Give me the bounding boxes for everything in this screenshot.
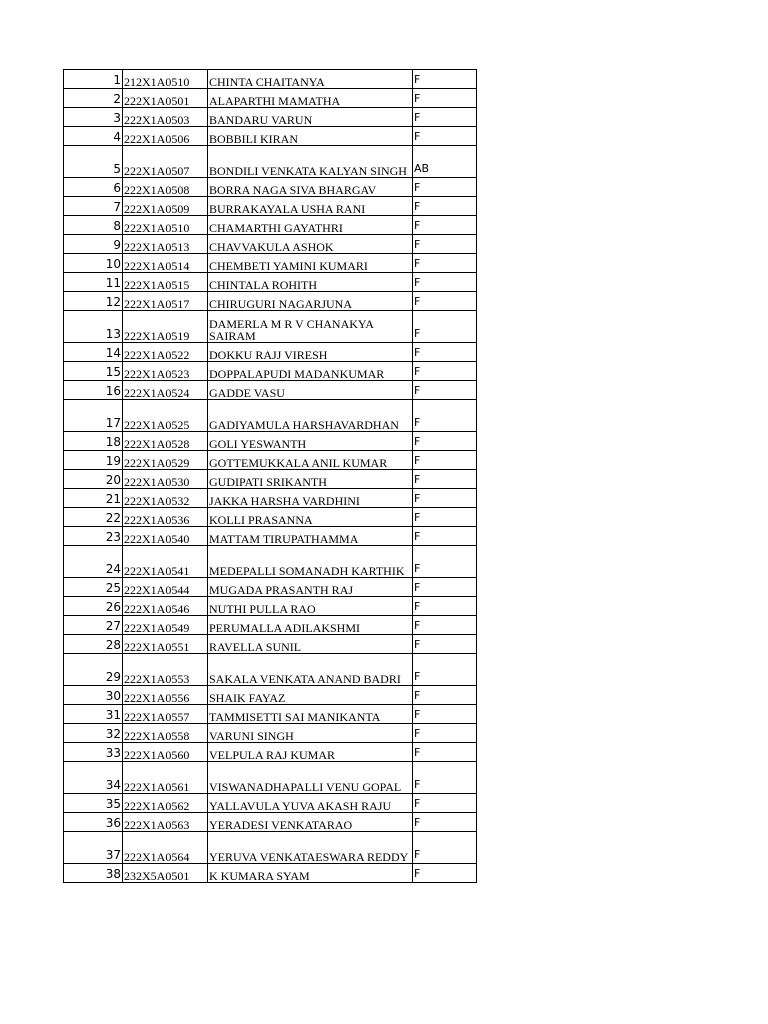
table-row (64, 527, 477, 546)
table-row (64, 578, 477, 597)
student-name-cell: YALLAVULA YUVA AKASH RAJU (208, 794, 413, 813)
roll-number-cell: 222X1A0540 (123, 527, 208, 546)
table-row (64, 832, 477, 864)
table-row (64, 616, 477, 635)
serial-number-cell: 21 (64, 489, 123, 508)
student-name-cell: SAKALA VENKATA ANAND BADRI (208, 654, 413, 686)
roll-number-cell: 222X1A0517 (123, 292, 208, 311)
roll-number-cell: 222X1A0501 (123, 89, 208, 108)
roll-number-cell: 222X1A0549 (123, 616, 208, 635)
result-cell: F (413, 197, 477, 216)
serial-number-cell: 2 (64, 89, 123, 108)
result-cell: F (413, 451, 477, 470)
table-row (64, 235, 477, 254)
result-cell: F (413, 489, 477, 508)
serial-number-cell: 38 (64, 864, 123, 883)
table-row (64, 292, 477, 311)
result-cell: F (413, 794, 477, 813)
result-cell: F (413, 108, 477, 127)
roll-number-cell: 222X1A0523 (123, 362, 208, 381)
serial-number-cell: 27 (64, 616, 123, 635)
student-name-cell: CHAVVAKULA ASHOK (208, 235, 413, 254)
table-row (64, 70, 477, 89)
table-row (64, 489, 477, 508)
result-cell: F (413, 578, 477, 597)
roll-number-cell: 222X1A0503 (123, 108, 208, 127)
table-row (64, 146, 477, 178)
serial-number-cell: 3 (64, 108, 123, 127)
table-row (64, 400, 477, 432)
student-name-cell: DAMERLA M R V CHANAKYA SAIRAM (208, 311, 413, 343)
serial-number-cell: 25 (64, 578, 123, 597)
result-cell: F (413, 292, 477, 311)
result-cell: F (413, 813, 477, 832)
table-row (64, 178, 477, 197)
table-row (64, 654, 477, 686)
result-cell: F (413, 470, 477, 489)
serial-number-cell: 16 (64, 381, 123, 400)
result-cell: F (413, 254, 477, 273)
table-row (64, 451, 477, 470)
result-cell: F (413, 597, 477, 616)
student-name-cell: CHEMBETI YAMINI KUMARI (208, 254, 413, 273)
result-cell: F (413, 635, 477, 654)
student-name-cell: DOKKU RAJJ VIRESH (208, 343, 413, 362)
result-cell: F (413, 178, 477, 197)
table-row (64, 381, 477, 400)
student-name-cell: BORRA NAGA SIVA BHARGAV (208, 178, 413, 197)
student-name-cell: NUTHI PULLA RAO (208, 597, 413, 616)
results-table (63, 69, 477, 883)
result-cell: F (413, 616, 477, 635)
student-name-cell: KOLLI PRASANNA (208, 508, 413, 527)
student-name-cell: MEDEPALLI SOMANADH KARTHIK (208, 546, 413, 578)
table-row (64, 108, 477, 127)
table-row (64, 197, 477, 216)
roll-number-cell: 222X1A0553 (123, 654, 208, 686)
result-cell: F (413, 832, 477, 864)
student-name-cell: GOTTEMUKKALA ANIL KUMAR (208, 451, 413, 470)
serial-number-cell: 15 (64, 362, 123, 381)
student-name-cell: K KUMARA SYAM (208, 864, 413, 883)
student-name-cell: VELPULA RAJ KUMAR (208, 743, 413, 762)
table-row (64, 705, 477, 724)
roll-number-cell: 222X1A0564 (123, 832, 208, 864)
result-cell: F (413, 400, 477, 432)
serial-number-cell: 10 (64, 254, 123, 273)
student-name-cell: CHINTALA ROHITH (208, 273, 413, 292)
roll-number-cell: 222X1A0522 (123, 343, 208, 362)
serial-number-cell: 9 (64, 235, 123, 254)
table-row (64, 432, 477, 451)
student-name-cell: CHIRUGURI NAGARJUNA (208, 292, 413, 311)
serial-number-cell: 7 (64, 197, 123, 216)
roll-number-cell: 222X1A0529 (123, 451, 208, 470)
table-row (64, 216, 477, 235)
result-cell: F (413, 743, 477, 762)
roll-number-cell: 212X1A0510 (123, 70, 208, 89)
roll-number-cell: 222X1A0510 (123, 216, 208, 235)
result-cell: F (413, 127, 477, 146)
serial-number-cell: 35 (64, 794, 123, 813)
student-name-cell: YERADESI VENKATARAO (208, 813, 413, 832)
student-name-cell: YERUVA VENKATAESWARA REDDY (208, 832, 413, 864)
serial-number-cell: 8 (64, 216, 123, 235)
results-table-body (64, 70, 477, 883)
student-name-cell: VISWANADHAPALLI VENU GOPAL (208, 762, 413, 794)
serial-number-cell: 19 (64, 451, 123, 470)
student-name-cell: BOBBILI KIRAN (208, 127, 413, 146)
roll-number-cell: 222X1A0536 (123, 508, 208, 527)
roll-number-cell: 222X1A0509 (123, 197, 208, 216)
result-cell: F (413, 546, 477, 578)
table-row (64, 762, 477, 794)
student-name-cell: DOPPALAPUDI MADANKUMAR (208, 362, 413, 381)
result-cell: F (413, 216, 477, 235)
serial-number-cell: 18 (64, 432, 123, 451)
student-name-cell: GADIYAMULA HARSHAVARDHAN (208, 400, 413, 432)
roll-number-cell: 222X1A0528 (123, 432, 208, 451)
result-cell: AB (413, 146, 477, 178)
roll-number-cell: 222X1A0557 (123, 705, 208, 724)
result-cell: F (413, 508, 477, 527)
roll-number-cell: 222X1A0563 (123, 813, 208, 832)
table-row (64, 864, 477, 883)
serial-number-cell: 34 (64, 762, 123, 794)
student-name-cell: GADDE VASU (208, 381, 413, 400)
serial-number-cell: 29 (64, 654, 123, 686)
serial-number-cell: 14 (64, 343, 123, 362)
table-row (64, 743, 477, 762)
table-row (64, 254, 477, 273)
table-row (64, 597, 477, 616)
table-row (64, 89, 477, 108)
serial-number-cell: 1 (64, 70, 123, 89)
table-row (64, 362, 477, 381)
serial-number-cell: 28 (64, 635, 123, 654)
roll-number-cell: 222X1A0560 (123, 743, 208, 762)
serial-number-cell: 30 (64, 686, 123, 705)
serial-number-cell: 24 (64, 546, 123, 578)
roll-number-cell: 222X1A0561 (123, 762, 208, 794)
student-name-cell: ALAPARTHI MAMATHA (208, 89, 413, 108)
student-name-cell: JAKKA HARSHA VARDHINI (208, 489, 413, 508)
roll-number-cell: 222X1A0506 (123, 127, 208, 146)
roll-number-cell: 222X1A0551 (123, 635, 208, 654)
serial-number-cell: 26 (64, 597, 123, 616)
table-row (64, 794, 477, 813)
result-cell: F (413, 343, 477, 362)
student-name-cell: MUGADA PRASANTH RAJ (208, 578, 413, 597)
serial-number-cell: 32 (64, 724, 123, 743)
table-row (64, 470, 477, 489)
result-cell: F (413, 70, 477, 89)
roll-number-cell: 222X1A0519 (123, 311, 208, 343)
result-cell: F (413, 762, 477, 794)
result-cell: F (413, 686, 477, 705)
roll-number-cell: 222X1A0530 (123, 470, 208, 489)
result-cell: F (413, 381, 477, 400)
roll-number-cell: 222X1A0513 (123, 235, 208, 254)
result-cell: F (413, 273, 477, 292)
student-name-cell: CHAMARTHI GAYATHRI (208, 216, 413, 235)
student-name-cell: TAMMISETTI SAI MANIKANTA (208, 705, 413, 724)
serial-number-cell: 37 (64, 832, 123, 864)
result-cell: F (413, 654, 477, 686)
roll-number-cell: 222X1A0532 (123, 489, 208, 508)
student-name-cell: SHAIK FAYAZ (208, 686, 413, 705)
result-cell: F (413, 864, 477, 883)
serial-number-cell: 12 (64, 292, 123, 311)
result-cell: F (413, 311, 477, 343)
student-name-cell: MATTAM TIRUPATHAMMA (208, 527, 413, 546)
roll-number-cell: 222X1A0525 (123, 400, 208, 432)
student-name-cell: PERUMALLA ADILAKSHMI (208, 616, 413, 635)
student-name-cell: RAVELLA SUNIL (208, 635, 413, 654)
roll-number-cell: 222X1A0546 (123, 597, 208, 616)
result-cell: F (413, 705, 477, 724)
table-row (64, 343, 477, 362)
serial-number-cell: 5 (64, 146, 123, 178)
roll-number-cell: 222X1A0514 (123, 254, 208, 273)
serial-number-cell: 20 (64, 470, 123, 489)
serial-number-cell: 11 (64, 273, 123, 292)
roll-number-cell: 222X1A0507 (123, 146, 208, 178)
serial-number-cell: 13 (64, 311, 123, 343)
table-row (64, 273, 477, 292)
roll-number-cell: 222X1A0524 (123, 381, 208, 400)
table-row (64, 546, 477, 578)
result-cell: F (413, 235, 477, 254)
roll-number-cell: 222X1A0515 (123, 273, 208, 292)
roll-number-cell: 222X1A0544 (123, 578, 208, 597)
serial-number-cell: 23 (64, 527, 123, 546)
result-cell: F (413, 362, 477, 381)
student-name-cell: CHINTA CHAITANYA (208, 70, 413, 89)
student-name-cell: GOLI YESWANTH (208, 432, 413, 451)
student-name-cell: BANDARU VARUN (208, 108, 413, 127)
roll-number-cell: 222X1A0558 (123, 724, 208, 743)
student-name-cell: VARUNI SINGH (208, 724, 413, 743)
table-row (64, 686, 477, 705)
serial-number-cell: 22 (64, 508, 123, 527)
result-cell: F (413, 432, 477, 451)
roll-number-cell: 222X1A0556 (123, 686, 208, 705)
table-row (64, 508, 477, 527)
table-row (64, 813, 477, 832)
student-name-cell: BURRAKAYALA USHA RANI (208, 197, 413, 216)
result-cell: F (413, 724, 477, 743)
table-row (64, 311, 477, 343)
serial-number-cell: 6 (64, 178, 123, 197)
result-cell: F (413, 527, 477, 546)
roll-number-cell: 222X1A0562 (123, 794, 208, 813)
serial-number-cell: 36 (64, 813, 123, 832)
student-name-cell: BONDILI VENKATA KALYAN SINGH (208, 146, 413, 178)
serial-number-cell: 17 (64, 400, 123, 432)
student-name-cell: GUDIPATI SRIKANTH (208, 470, 413, 489)
table-row (64, 724, 477, 743)
table-row (64, 127, 477, 146)
roll-number-cell: 232X5A0501 (123, 864, 208, 883)
roll-number-cell: 222X1A0508 (123, 178, 208, 197)
serial-number-cell: 33 (64, 743, 123, 762)
serial-number-cell: 31 (64, 705, 123, 724)
roll-number-cell: 222X1A0541 (123, 546, 208, 578)
serial-number-cell: 4 (64, 127, 123, 146)
result-cell: F (413, 89, 477, 108)
table-row (64, 635, 477, 654)
